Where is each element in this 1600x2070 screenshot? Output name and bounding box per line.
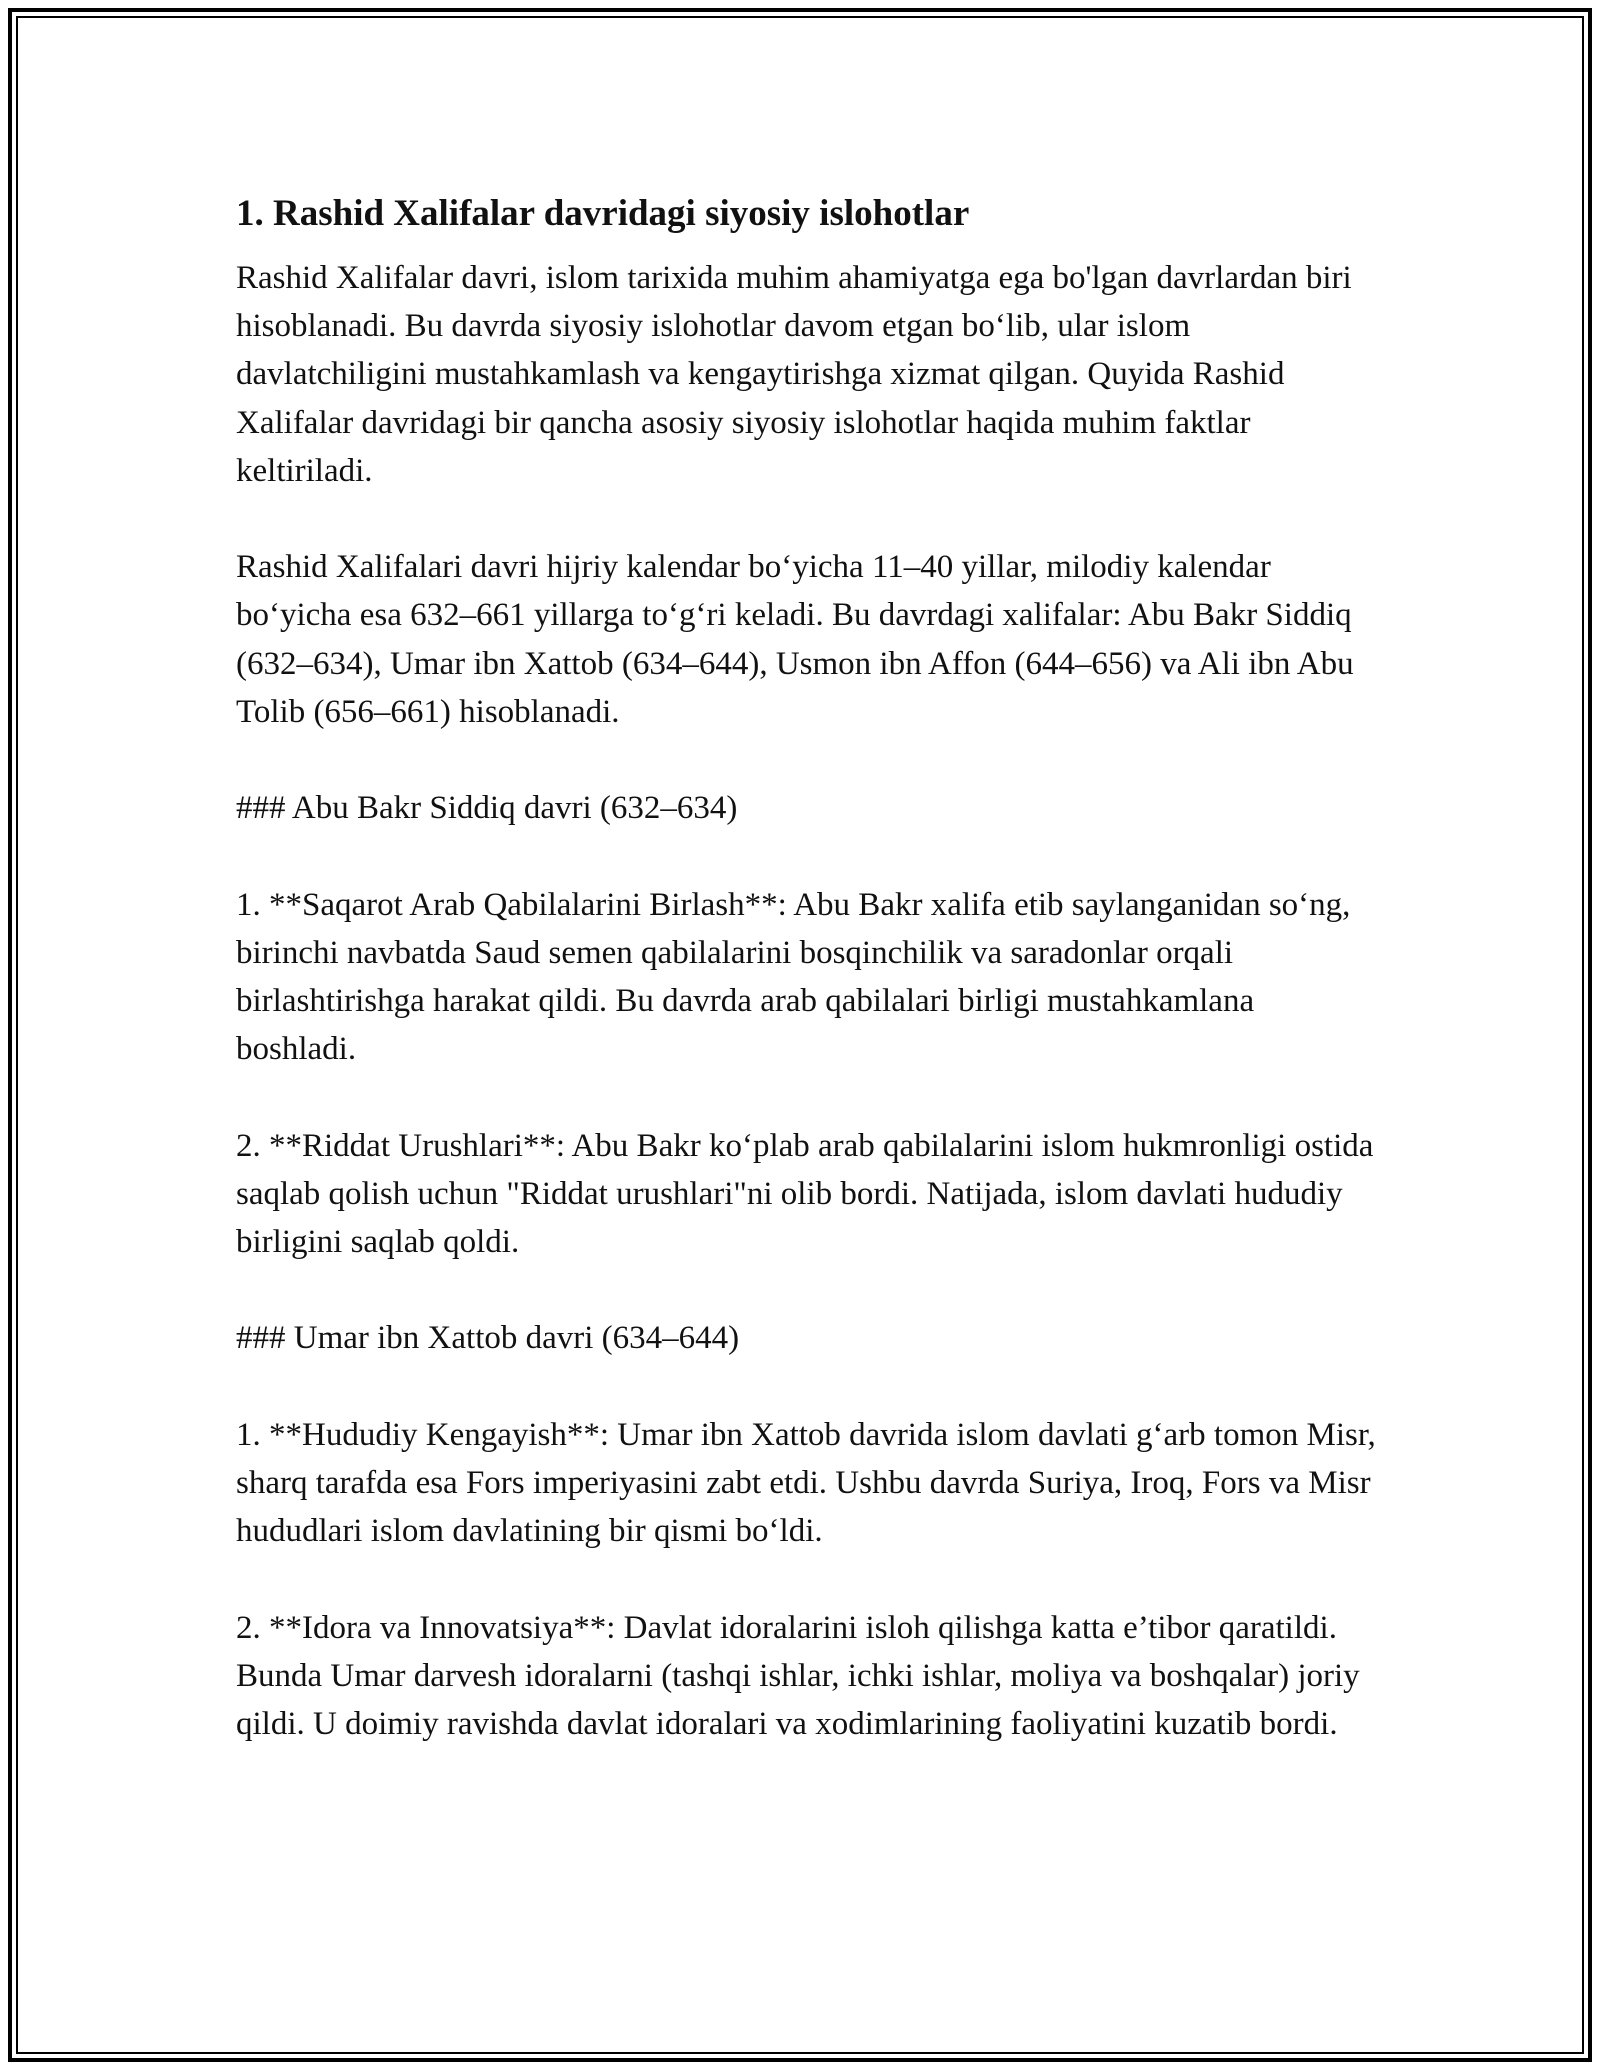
list-item-administration: 2. **Idora va Innovatsiya**: Davlat idoralarini isloh qilishga katta e’tibor qaratildi. Bunda Umar darvesh idoralarni (tashqi ishlar, ichki ishlar, moliya va boshqalar) joriy qildi. U doimiy ravishda davlat idoralari va xodimlarining faoliyatini kuzatib bordi. [236, 1609, 1360, 1742]
section-heading-umar: ### Umar ibn Xattob davri (634–644) [236, 1320, 740, 1357]
chronology-paragraph: Rashid Xalifalari davri hijriy kalendar bo‘yicha 11–40 yillar, milodiy kalendar bo‘yicha esa 632–661 yillarga to‘g‘ri keladi. Bu davrdagi xalifalar: Abu Bakr Siddiq (632–634), Umar ibn Xattob (634–644), Usmon ibn Affon (644–656) va Ali ibn Abu Tolib (656–661) hisoblanadi. [236, 549, 1354, 730]
list-item-arab-tribes: 1. **Saqarot Arab Qabilalarini Birlash**: Abu Bakr xalifa etib saylanganidan so‘ng, birinchi navbatda Saud semen qabilalarini bosqinchilik va saradonlar orqali birlashtirishga harakat qildi. Bu davrda arab qabilalari birligi mustahkamlana boshladi. [236, 886, 1351, 1068]
document-body [236, 186, 1376, 1748]
document-title: 1. Rashid Xalifalar davridagi siyosiy islohotlar [236, 193, 970, 234]
section-heading-abu-bakr: ### Abu Bakr Siddiq davri (632–634) [236, 790, 738, 827]
list-item-territorial-expansion: 1. **Hududiy Kengayish**: Umar ibn Xattob davrida islom davlati g‘arb tomon Misr, sharq tarafda esa Fors imperiyasini zabt etdi. Ushbu davrda Suriya, Iroq, Fors va Misr hududlari islom davlatining bir qismi bo‘ldi. [236, 1416, 1376, 1550]
intro-paragraph: Rashid Xalifalar davri, islom tarixida muhim ahamiyatga ega bo'lgan davrlardan biri hisoblanadi. Bu davrda siyosiy islohotlar davom etgan bo‘lib, ular islom davlatchiligini mustahkamlash va kengaytirishga xizmat qilgan. Quyida Rashid Xalifalar davridagi bir qancha asosiy siyosiy islohotlar haqida muhim faktlar keltiriladi. [236, 260, 1352, 489]
list-item-riddat-wars: 2. **Riddat Urushlari**: Abu Bakr ko‘plab arab qabilalarini islom hukmronligi ostida saqlab qolish uchun "Riddat urushlari"ni olib bordi. Natijada, islom davlati hududiy birligini saqlab qoldi. [236, 1127, 1374, 1260]
